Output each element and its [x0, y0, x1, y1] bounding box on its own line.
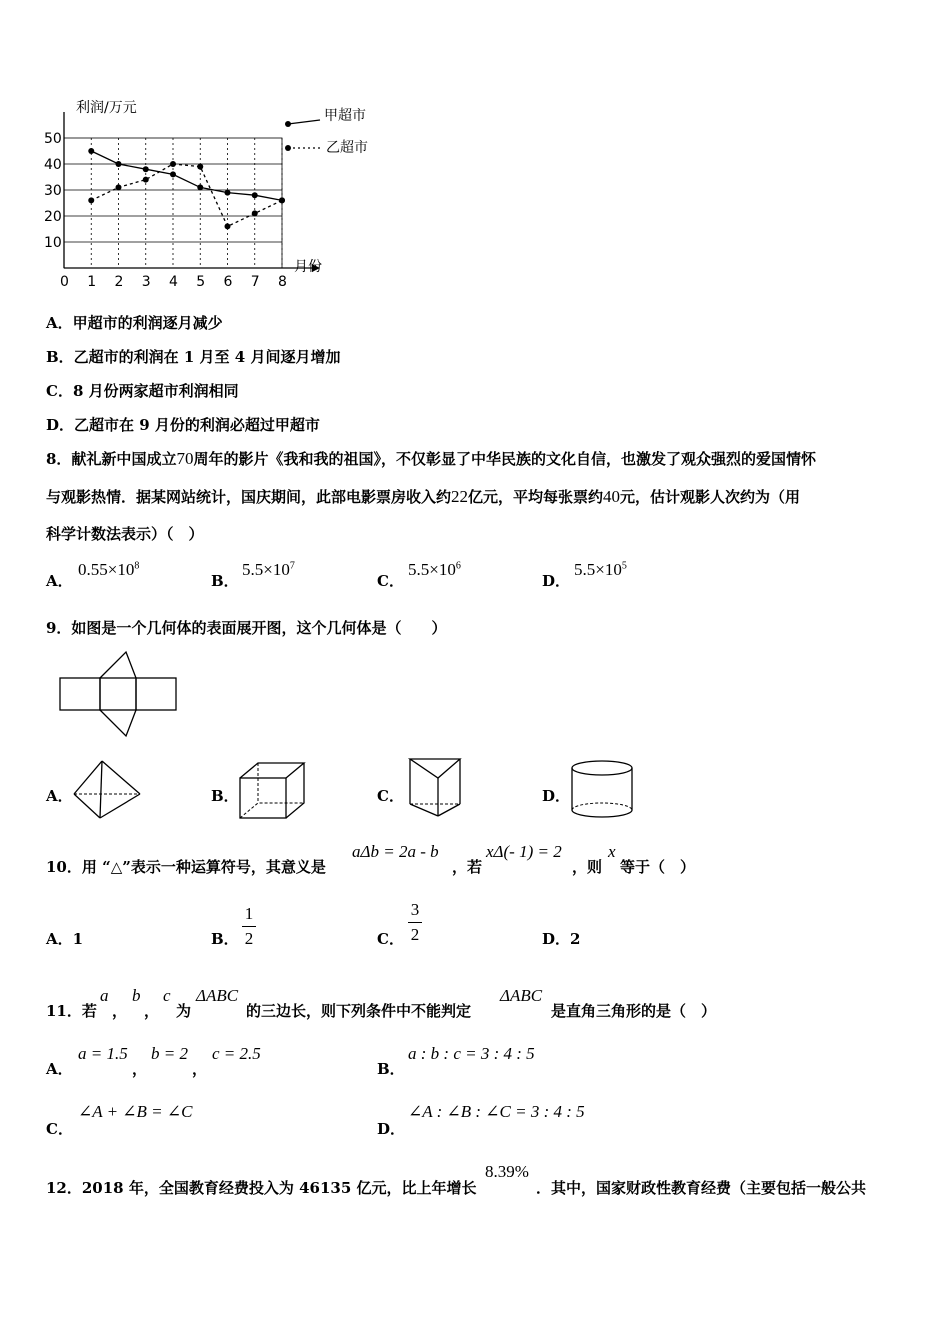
- q11-option-a-sep2: ，: [192, 1060, 208, 1078]
- q11-stem-part1: 11．若: [46, 1002, 97, 1020]
- q8-option-b-label: B．: [211, 572, 239, 590]
- q10-option-a: A．1: [46, 930, 84, 948]
- q10-option-d: D．2: [542, 930, 581, 948]
- data-point-b: [170, 161, 176, 167]
- q11-option-a-f2: b = 2: [151, 1044, 188, 1063]
- q10-stem-part1: 10．用 “△”表示一种运算符号，其意义是: [46, 858, 326, 876]
- q7-option-c: C．8 月份两家超市利润相同: [46, 382, 239, 400]
- legend-label-b: 乙超市: [326, 140, 368, 156]
- data-point-a: [143, 166, 149, 172]
- q9-option-d-cylinder-figure: [568, 758, 638, 822]
- data-point-a: [170, 171, 176, 177]
- legend-marker-b: [285, 145, 291, 151]
- q10-formula-definition: aΔb = 2a - b: [352, 842, 439, 861]
- q10-option-c-label: C．: [377, 930, 404, 948]
- q11-triangle-1: ΔABC: [196, 986, 239, 1005]
- q8-stem-line3: 科学计数法表示）（ ）: [46, 525, 204, 543]
- q8-option-c-label: C．: [377, 572, 404, 590]
- data-point-b: [88, 197, 94, 203]
- y-tick-label: 10: [44, 235, 62, 251]
- q10-option-c-fraction: 3 2: [408, 900, 422, 945]
- data-point-b: [252, 210, 258, 216]
- q10-option-b-label: B．: [211, 930, 239, 948]
- q10-stem-part4: 等于（ ）: [620, 858, 696, 876]
- x-tick-label: 7: [250, 274, 260, 290]
- chart-y-title: 利润/万元: [76, 100, 137, 116]
- prism-net-figure: [58, 648, 180, 740]
- x-tick-label: 6: [223, 274, 233, 290]
- profit-line-chart: [30, 90, 410, 290]
- data-point-a: [252, 192, 258, 198]
- q11-stem-part4: 是直角三角形的是（ ）: [551, 1002, 717, 1020]
- q11-option-b-formula: a : b : c = 3 : 4 : 5: [408, 1044, 535, 1063]
- q9-stem: 9．如图是一个几何体的表面展开图，这个几何体是（ ）: [46, 619, 447, 637]
- q8-option-d-label: D．: [542, 572, 571, 590]
- q12-percent: 8.39%: [485, 1162, 529, 1181]
- q11-comma2: ，: [144, 1002, 160, 1020]
- q10-formula-condition: xΔ(- 1) = 2: [486, 842, 562, 861]
- q9-option-a-tetrahedron-figure: [70, 758, 146, 822]
- legend-line-a: [288, 120, 320, 124]
- q8-option-d-value: $5.5\times 10^5$: [574, 560, 627, 579]
- x-tick-label: 1: [87, 274, 97, 290]
- legend-label-a: 甲超市: [324, 108, 366, 124]
- q10-stem-part3: ，则: [572, 858, 603, 876]
- x-tick-label: 8: [278, 274, 287, 290]
- q11-option-d-formula: ∠A : ∠B : ∠C = 3 : 4 : 5: [408, 1102, 585, 1121]
- x-unit-label: 月份: [294, 259, 322, 275]
- q8-option-c-value: $5.5\times 10^6$: [408, 560, 461, 579]
- q11-option-a-label: A．: [46, 1060, 73, 1078]
- q11-triangle-2: ΔABC: [500, 986, 543, 1005]
- q11-option-c-formula: ∠A + ∠B = ∠C: [78, 1102, 193, 1121]
- data-point-a: [116, 161, 122, 167]
- x-tick-label: 0: [60, 274, 69, 290]
- q10-stem-part2: ，若: [452, 858, 483, 876]
- q12-stem-part1: 12．2018 年，全国教育经费投入为 46135 亿元，比上年增长: [46, 1179, 477, 1197]
- data-point-a: [197, 184, 203, 190]
- q11-stem-part3: 的三边长，则下列条件中不能判定: [246, 1002, 472, 1020]
- data-point-b: [116, 184, 122, 190]
- q11-option-c-label: C．: [46, 1120, 73, 1138]
- y-tick-label: 20: [44, 209, 62, 225]
- y-tick-label: 50: [44, 131, 62, 147]
- x-tick-label: 5: [196, 274, 206, 290]
- q11-stem-part2: 为: [176, 1002, 192, 1020]
- y-tick-label: 30: [44, 183, 62, 199]
- q11-option-a-sep1: ，: [132, 1060, 148, 1078]
- x-tick-label: 4: [169, 274, 178, 290]
- q8-option-a-value: $0.55\times 10^8$: [78, 560, 140, 579]
- data-point-b: [225, 223, 231, 229]
- q7-option-b: B．乙超市的利润在 1 月至 4 月间逐月增加: [46, 348, 341, 366]
- data-point-b: [279, 197, 285, 203]
- q9-option-b-cube-figure: [236, 760, 310, 822]
- q11-option-d-label: D．: [377, 1120, 406, 1138]
- q7-option-d: D．乙超市在 9 月份的利润必超过甲超市: [46, 416, 320, 434]
- x-tick-label: 2: [114, 274, 124, 290]
- q11-var-a: a: [100, 986, 109, 1005]
- data-point-a: [88, 148, 94, 154]
- q7-option-a: A．甲超市的利润逐月减少: [46, 314, 223, 332]
- q9-option-a-label: A．: [46, 787, 73, 805]
- q9-option-c-label: C．: [377, 787, 404, 805]
- q8-stem-line1: 8．献礼新中国成立70周年的影片《我和我的祖国》，不仅彰显了中华民族的文化自信，也激发了观众强烈的爱国情怀: [46, 449, 816, 468]
- data-point-b: [197, 164, 203, 170]
- q11-var-b: b: [132, 986, 141, 1005]
- q8-stem-line2: 与观影热情．据某网站统计，国庆期间，此部电影票房收入约22亿元，平均每张票约40元，估计观影人次约为（用: [46, 487, 801, 506]
- q10-formula-x: x: [608, 842, 616, 861]
- legend-marker-a: [285, 121, 291, 127]
- x-tick-label: 3: [141, 274, 151, 290]
- q9-option-b-label: B．: [211, 787, 239, 805]
- q11-comma1: ，: [112, 1002, 128, 1020]
- y-tick-label: 40: [44, 157, 62, 173]
- q9-option-c-prism-figure: [404, 756, 468, 820]
- q8-option-a-label: A．: [46, 572, 73, 590]
- data-point-b: [143, 177, 149, 183]
- q11-option-a-f3: c = 2.5: [212, 1044, 261, 1063]
- q9-option-d-label: D．: [542, 787, 571, 805]
- data-point-a: [225, 190, 231, 196]
- q10-option-b-fraction: 1 2: [242, 904, 256, 949]
- q11-var-c: c: [163, 986, 171, 1005]
- q11-option-b-label: B．: [377, 1060, 405, 1078]
- q8-option-b-value: $5.5\times 10^7$: [242, 560, 295, 579]
- q11-option-a-f1: a = 1.5: [78, 1044, 128, 1063]
- q12-stem-part2: ．其中，国家财政性教育经费（主要包括一般公共: [536, 1179, 867, 1197]
